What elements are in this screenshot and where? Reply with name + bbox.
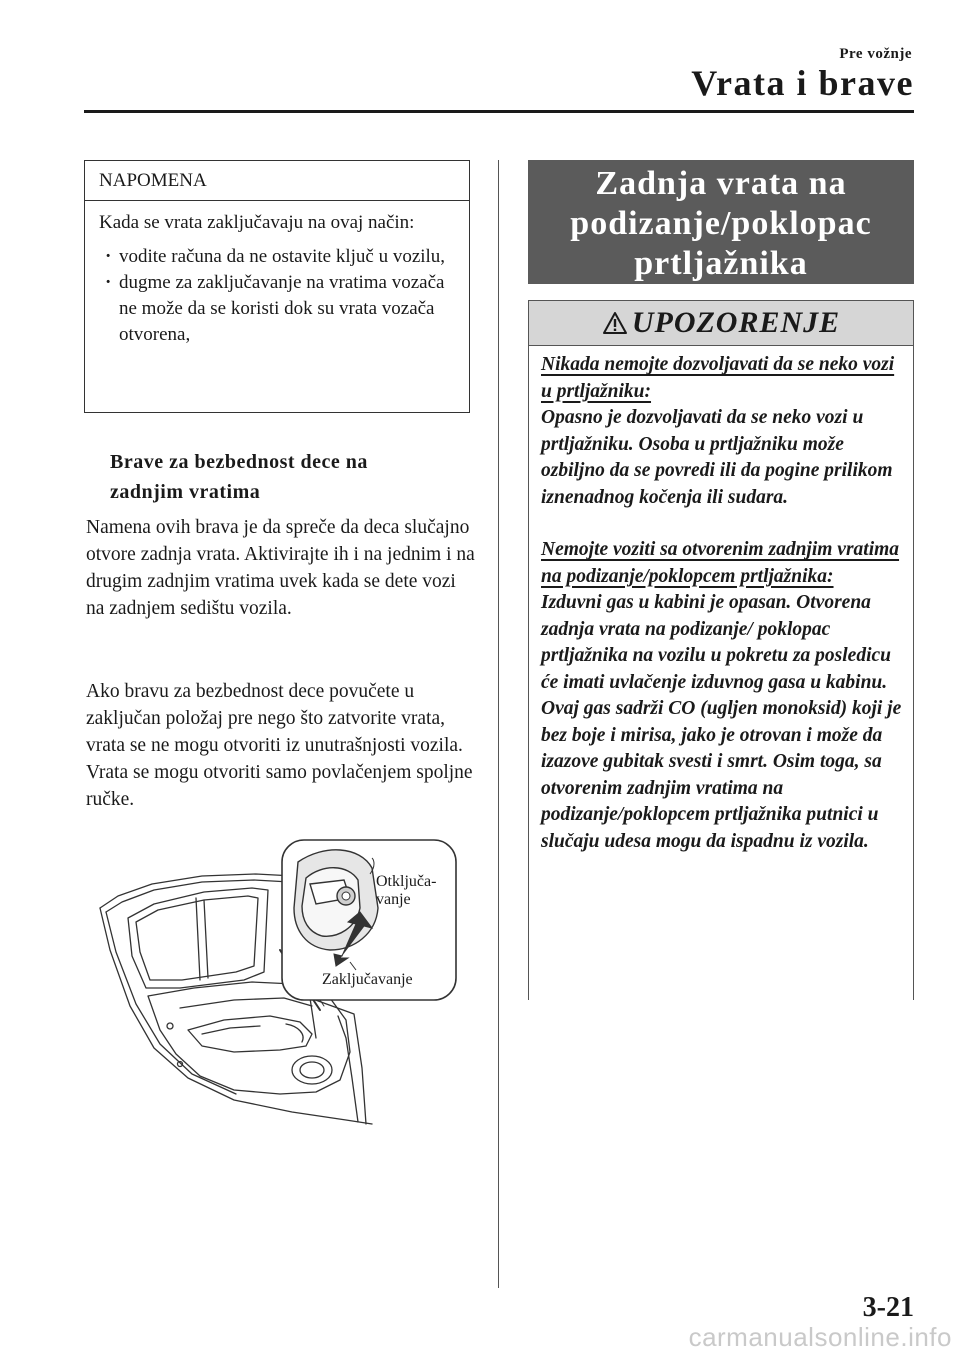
note-title: NAPOMENA [85, 161, 469, 201]
note-bullet: · vodite računa da ne ostavite ključ u vozilu, [99, 244, 457, 270]
child-locks-heading-line1: Brave za bezbednost dece na [110, 451, 368, 473]
lock-label: Zaključavanje [322, 971, 413, 988]
column-divider [498, 160, 499, 1288]
child-locks-paragraph-1: Namena ovih brava je da spreče da deca slučajno otvore zadnja vrata. Aktivirajte ih i na jednim i na drugim zadnjim vratima uvek kada se dete vozi na zadnjem sedištu vozila. [86, 517, 475, 619]
liftgate-title-line3: prtljažnika [634, 245, 808, 282]
unlock-label-2: vanje [376, 891, 411, 908]
liftgate-title-line1: Zadnja vrata na [595, 165, 847, 202]
unlock-label-1: Otključa- [376, 873, 437, 890]
warning-triangle-icon [602, 311, 628, 335]
child-lock-illustration [84, 838, 464, 1128]
warning-block2-heading: Nemojte voziti sa otvorenim zadnjim vratima na podizanje/poklopcem prtljažnika: [541, 539, 900, 587]
chapter-label: Pre vožnje [839, 46, 912, 62]
warning-body [541, 352, 903, 855]
warning-header [528, 300, 914, 346]
note-box [84, 160, 470, 413]
header-rule [84, 110, 914, 113]
warning-block2-text: Izduvni gas u kabini je opasan. Otvorena zadnja vrata na podizanje/ poklopac prtljažnika na vozilu u pokretu za posledicu će imati uvlačenje izduvnog gasa u kabinu. Ovaj gas sadrži CO (ugljen monoksid) koji je bez boje i mirisa, jako je otrovan i može da izazove gubitak svesti i smrt. Osim toga, sa otvorenim zadnjim vratima na podizanje/poklopcem prtljažnika putnici u slučaju udesa mogu da ispadnu iz vozila. [541, 592, 902, 852]
child-locks-heading [110, 447, 368, 507]
child-locks-heading-line2: zadnjim vratima [110, 481, 261, 503]
watermark: carmanualsonline.info [688, 1322, 952, 1352]
door-drawing [84, 838, 464, 1128]
note-bullet: · dugme za zaključavanje na vratima vozača ne može da se koristi dok su vrata vozača otvorena, [99, 270, 457, 348]
note-body [85, 201, 469, 348]
section-title-header: Vrata i brave [691, 63, 914, 103]
warning-block1-heading: Nikada nemojte dozvoljavati da se neko vozi u prtljažniku: [541, 354, 895, 402]
warning-block1-text: Opasno je dozvoljavati da se neko vozi u prtljažniku. Osoba u prtljažniku može ozbiljno da se povredi ili da pogine prilikom iznenadnog kočenja ili sudara. [541, 407, 893, 508]
note-bullet-list [99, 244, 457, 348]
note-intro: Kada se vrata zaključavaju na ovaj način: [99, 212, 415, 233]
child-locks-paragraph-2: Ako bravu za bezbednost dece povučete u zaključan položaj pre nego što zatvorite vrata, vrata se ne mogu otvoriti iz unutrašnjosti vozila. Vrata se mogu otvoriti samo povlačenjem spoljne ručke. [86, 681, 473, 810]
liftgate-title-line2: podizanje/poklopac [570, 205, 872, 242]
warning-title: UPOZORENJE [631, 306, 841, 339]
liftgate-section-title [528, 160, 914, 284]
page-number: 3-21 [862, 1292, 914, 1323]
